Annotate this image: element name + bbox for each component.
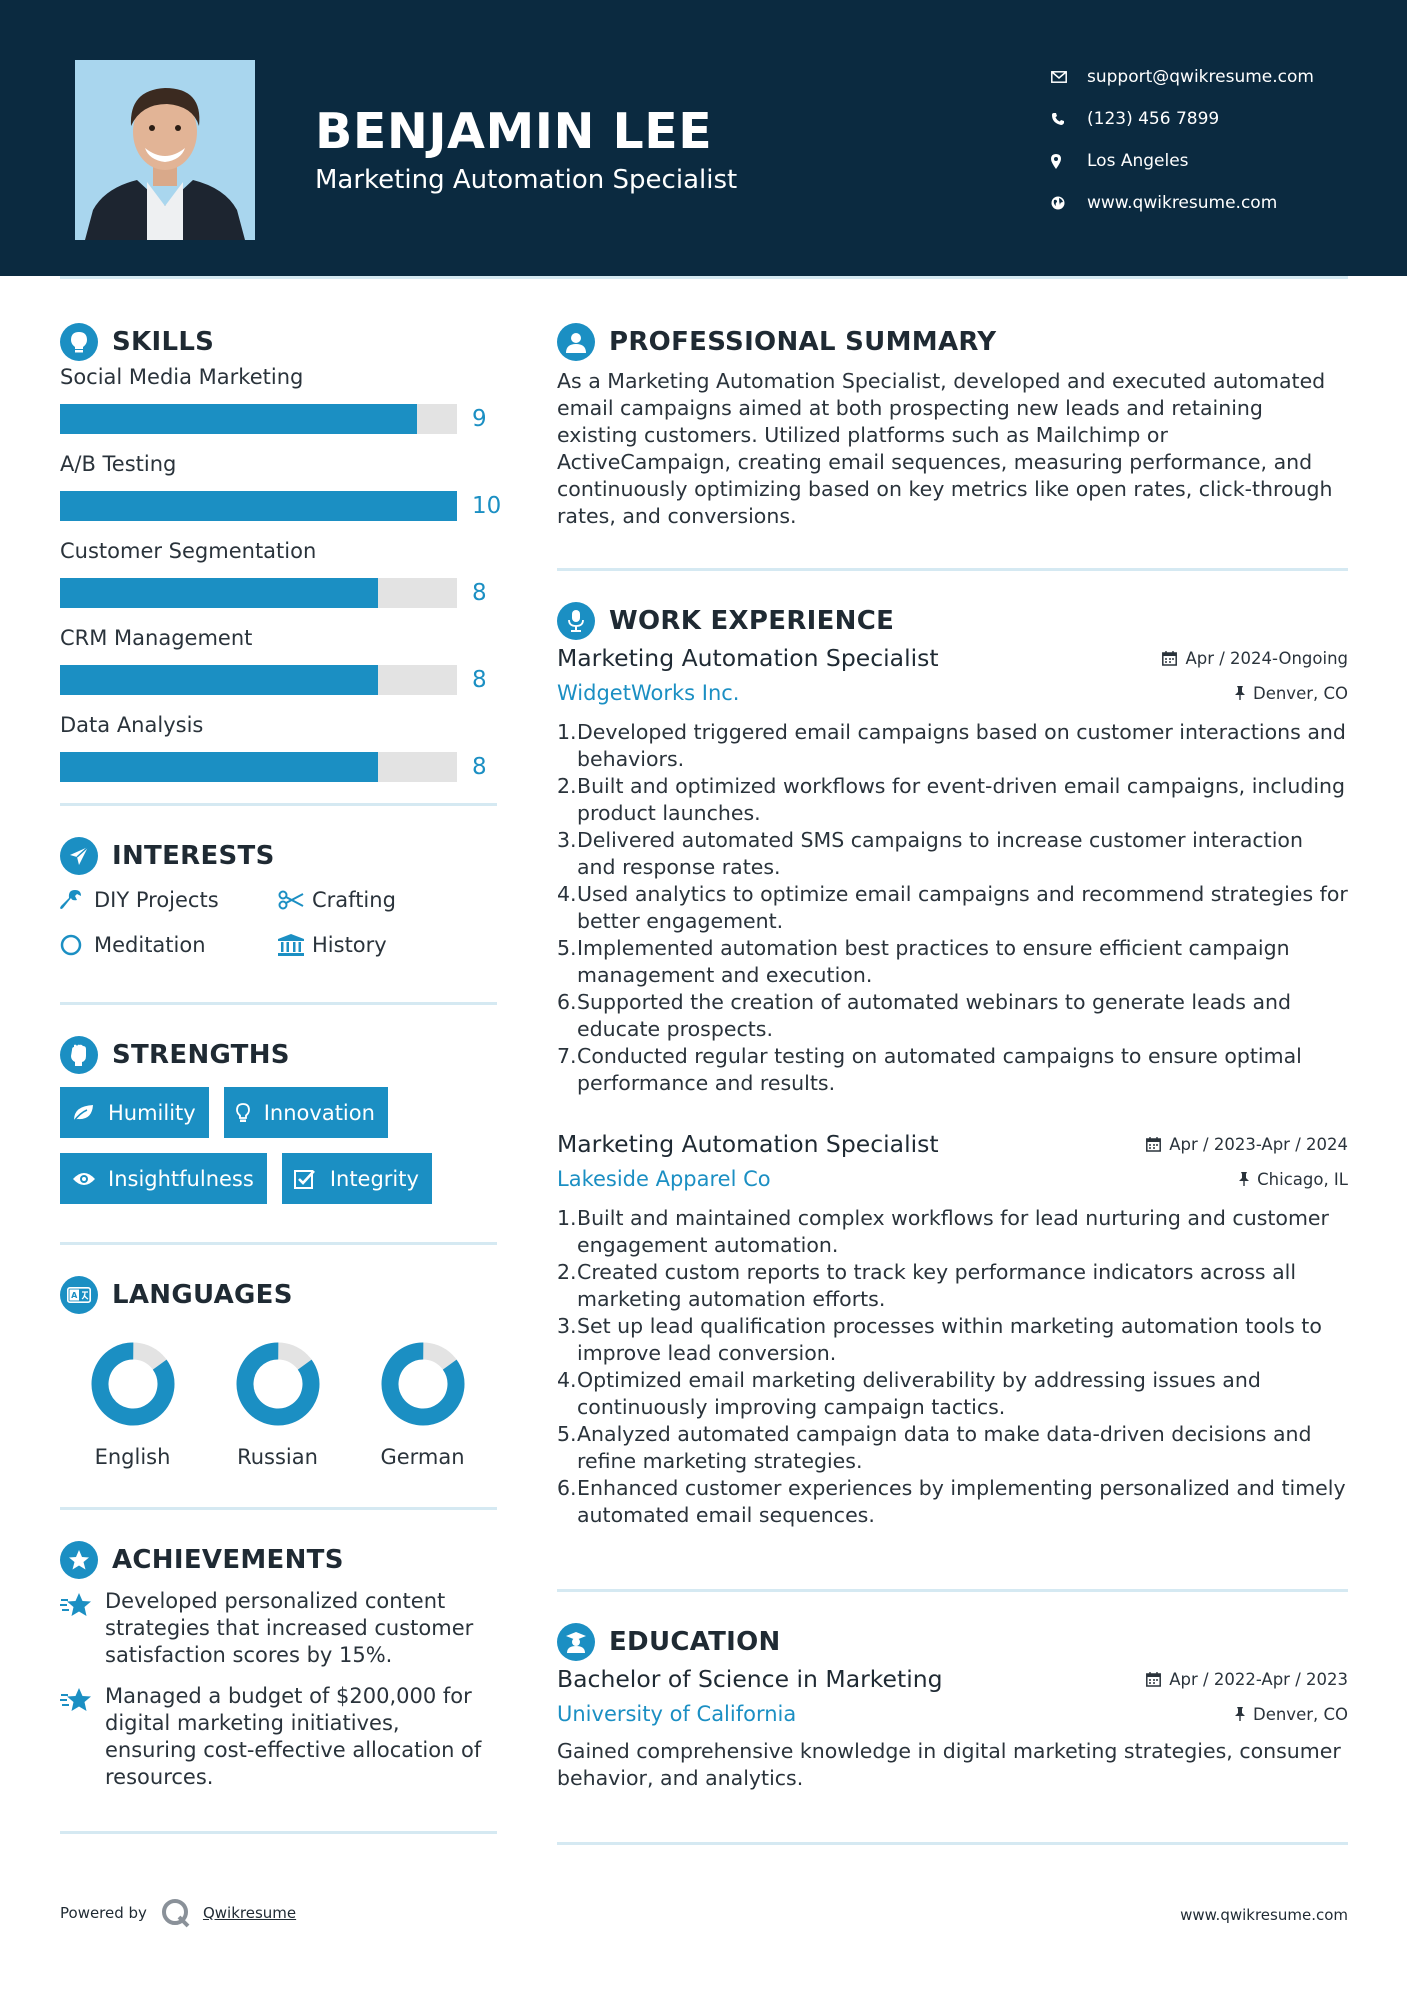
education-header — [557, 1622, 1348, 1662]
interests-title: INTERESTS — [112, 841, 275, 871]
star-badge-icon — [60, 1541, 98, 1579]
summary-title: PROFESSIONAL SUMMARY — [609, 327, 997, 357]
candidate-title: Marketing Automation Specialist — [315, 165, 738, 195]
strengths-title: STRENGTHS — [112, 1040, 290, 1070]
job-date-text: Apr / 2023-Apr / 2024 — [1169, 1135, 1348, 1154]
skill-name: Customer Segmentation — [60, 539, 317, 563]
strengths-list — [60, 1075, 497, 1204]
contact-website[interactable] — [1051, 182, 1314, 224]
language-name: German — [380, 1445, 465, 1469]
education-date — [1146, 1670, 1348, 1689]
job-location-text: Chicago, IL — [1257, 1169, 1348, 1189]
interest-label: DIY Projects — [94, 887, 219, 912]
donut-arc — [235, 1341, 321, 1427]
envelope-icon — [1051, 71, 1087, 83]
summary-header — [557, 322, 1348, 362]
strength-label: Humility — [108, 1100, 196, 1125]
calendar-icon — [1146, 1137, 1161, 1152]
circle-icon — [60, 934, 94, 956]
lightbulb-icon — [236, 1103, 264, 1123]
strength-pill — [224, 1087, 388, 1138]
job-bullet: 5. Implemented automation best practices to ensure efficient campaign management and execution. — [557, 936, 1290, 987]
wrench-icon — [60, 889, 94, 911]
education-school-row — [557, 1700, 1348, 1728]
star-icon — [60, 1683, 105, 1791]
language-donut — [380, 1341, 466, 1427]
education-description: Gained comprehensive knowledge in digital marketing strategies, consumer behavior, and analytics. — [557, 1739, 1341, 1790]
interest-label: Meditation — [94, 932, 206, 957]
section-divider — [557, 1842, 1348, 1845]
section-divider — [60, 1507, 497, 1510]
education-school: University of California — [557, 1702, 797, 1726]
graduate-icon — [557, 1623, 595, 1661]
interest-item — [278, 884, 496, 915]
contact-website-text: www.qwikresume.com — [1087, 193, 1278, 213]
job-bullet: 1. Developed triggered email campaigns based on customer interactions and behaviors. — [557, 720, 1346, 771]
footer-powered-by — [60, 1898, 296, 1928]
skills-list — [60, 356, 502, 791]
contact-phone[interactable] — [1051, 98, 1314, 140]
svg-text:A: A — [71, 1291, 78, 1300]
interest-label: Crafting — [312, 887, 396, 912]
education-title-row — [557, 1664, 1348, 1694]
candidate-name: BENJAMIN LEE — [315, 103, 713, 160]
eye-icon — [72, 1171, 108, 1187]
job-bullet: 7. Conducted regular testing on automated campaigns to ensure optimal performance and results. — [557, 1044, 1302, 1095]
job-role: Marketing Automation Specialist — [557, 644, 939, 672]
section-divider — [60, 1831, 497, 1834]
job-date — [1162, 649, 1348, 668]
section-divider — [557, 1589, 1348, 1592]
donut-arc — [90, 1341, 176, 1427]
phone-icon — [1051, 112, 1087, 126]
contact-phone-text: (123) 456 7899 — [1087, 109, 1220, 129]
education-location-text: Denver, CO — [1252, 1704, 1348, 1724]
skill-bar-track — [60, 404, 457, 434]
achievement-text: Managed a budget of $200,000 for digital marketing initiatives, ensuring cost-effective allocation of resources. — [105, 1684, 482, 1789]
right-column — [557, 322, 1348, 1845]
job-company-row — [557, 1165, 1348, 1193]
contact-location — [1051, 140, 1314, 182]
skill-level: 8 — [472, 754, 487, 780]
footer-website[interactable]: www.qwikresume.com — [1180, 1906, 1348, 1924]
map-pin-icon — [1051, 154, 1087, 169]
language-donut — [90, 1341, 176, 1427]
education-date-text: Apr / 2022-Apr / 2023 — [1169, 1670, 1348, 1689]
job-bullet: 5. Analyzed automated campaign data to make data-driven decisions and refine marketing strategies. — [557, 1422, 1312, 1473]
achievement-text: Developed personalized content strategies that increased customer satisfaction scores by 15%. — [105, 1589, 474, 1667]
languages-header — [60, 1275, 497, 1315]
skill-bar-fill — [60, 578, 378, 608]
globe-icon — [1051, 196, 1087, 210]
strengths-header — [60, 1035, 497, 1075]
skill-bar-fill — [60, 491, 457, 521]
skill-name: Data Analysis — [60, 713, 204, 737]
skill-item — [60, 530, 497, 617]
job-bullet: 6. Enhanced customer experiences by implementing personalized and timely automated email sequences. — [557, 1476, 1346, 1527]
bank-icon — [278, 934, 312, 956]
calendar-icon — [1162, 651, 1177, 666]
strength-pill — [282, 1153, 432, 1204]
skill-item — [60, 356, 497, 443]
strength-label: Insightfulness — [108, 1166, 254, 1191]
header-divider — [60, 276, 1348, 279]
job-bullet: 4. Optimized email marketing deliverability by addressing issues and continuously improving campaign tactics. — [557, 1368, 1261, 1419]
interests-list — [60, 876, 497, 960]
job-bullet: 1. Built and maintained complex workflows for lead nurturing and customer engagement automation. — [557, 1206, 1329, 1257]
section-divider — [60, 1242, 497, 1245]
job-role: Marketing Automation Specialist — [557, 1130, 939, 1158]
qwikresume-logo-icon — [161, 1898, 191, 1928]
experience-header — [557, 601, 1348, 641]
leaf-icon — [72, 1104, 108, 1122]
achievements-title: ACHIEVEMENTS — [112, 1545, 344, 1575]
strength-pill — [60, 1087, 209, 1138]
fist-icon — [60, 1036, 98, 1074]
section-divider — [60, 1002, 497, 1005]
skill-bar-track — [60, 491, 457, 521]
job-company-row — [557, 679, 1348, 707]
interest-label: History — [312, 932, 387, 957]
job-location — [1235, 684, 1348, 703]
education-title: EDUCATION — [609, 1627, 781, 1657]
section-divider — [60, 803, 497, 806]
skill-level: 9 — [472, 406, 487, 432]
skills-title: SKILLS — [112, 327, 215, 357]
section-divider — [557, 568, 1348, 571]
paper-plane-icon — [60, 837, 98, 875]
podium-icon — [557, 602, 595, 640]
job-entry — [557, 643, 1348, 1097]
job-bullet: 3. Delivered automated SMS campaigns to increase customer interaction and response rates. — [557, 828, 1303, 879]
skill-bar-fill — [60, 404, 417, 434]
language-item — [60, 1341, 205, 1469]
skill-name: CRM Management — [60, 626, 253, 650]
languages-title: LANGUAGES — [112, 1280, 293, 1310]
scissors-icon — [278, 890, 312, 910]
contact-email-text: support@qwikresume.com — [1087, 67, 1314, 87]
pushpin-icon — [1239, 1172, 1249, 1186]
pushpin-icon — [1235, 1707, 1245, 1721]
profile-photo — [75, 60, 255, 240]
strength-label: Innovation — [263, 1100, 375, 1125]
left-column — [60, 322, 502, 1834]
job-date — [1146, 1135, 1348, 1154]
language-name: English — [94, 1445, 171, 1469]
qwikresume-link[interactable]: Qwikresume — [202, 1904, 297, 1922]
language-icon — [60, 1276, 98, 1314]
skill-name: Social Media Marketing — [60, 365, 304, 389]
achievements-list — [60, 1588, 497, 1791]
contact-list — [1051, 56, 1314, 224]
skill-item — [60, 617, 497, 704]
job-location-text: Denver, CO — [1252, 683, 1348, 703]
job-company: WidgetWorks Inc. — [557, 681, 740, 705]
skill-bar-track — [60, 578, 457, 608]
languages-list — [60, 1315, 497, 1469]
powered-by-label: Powered by — [60, 1904, 147, 1922]
education-entry — [557, 1664, 1348, 1792]
skill-item — [60, 443, 502, 530]
check-square-icon — [294, 1169, 330, 1189]
interest-item — [60, 929, 278, 960]
job-title-row — [557, 1129, 1348, 1159]
interest-item — [278, 929, 496, 960]
job-date-text: Apr / 2024-Ongoing — [1185, 649, 1348, 668]
language-donut — [235, 1341, 321, 1427]
interest-item — [60, 884, 278, 915]
skill-level: 10 — [472, 493, 502, 519]
user-icon — [557, 323, 595, 361]
job-title-row — [557, 643, 1348, 673]
pushpin-icon — [1235, 686, 1245, 700]
achievements-header — [60, 1540, 497, 1580]
job-bullet: 3. Set up lead qualification processes within marketing automation tools to improve lead conversion. — [557, 1314, 1322, 1365]
contact-email[interactable] — [1051, 56, 1314, 98]
interests-header — [60, 836, 497, 876]
strength-label: Integrity — [329, 1166, 419, 1191]
job-bullet: 4. Used analytics to optimize email campaigns and recommend strategies for better engagement. — [557, 882, 1348, 933]
summary-text: As a Marketing Automation Specialist, developed and executed automated email campaigns aimed at both prospecting new leads and retaining existing customers. Utilized platforms such as Mailchimp or ActiveCampaign, creating email sequences, measuring performance, and continuously optimizing based on key metrics like open rates, click-through rates, and conversions. — [557, 369, 1333, 528]
skill-level: 8 — [472, 580, 487, 606]
achievement-item — [60, 1588, 497, 1669]
skill-bar-track — [60, 752, 457, 782]
skill-level: 8 — [472, 667, 487, 693]
skill-bar-fill — [60, 665, 378, 695]
job-bullets — [557, 719, 1348, 1097]
job-company: Lakeside Apparel Co — [557, 1167, 771, 1191]
skill-name: A/B Testing — [60, 452, 177, 476]
skill-item — [60, 704, 497, 791]
calendar-icon — [1146, 1672, 1161, 1687]
job-bullet: 2. Built and optimized workflows for event-driven email campaigns, including product launches. — [557, 774, 1346, 825]
job-bullet: 6. Supported the creation of automated webinars to generate leads and educate prospects. — [557, 990, 1292, 1041]
job-entry — [557, 1129, 1348, 1529]
experience-title: WORK EXPERIENCE — [609, 606, 895, 636]
star-icon — [60, 1588, 105, 1669]
job-location — [1239, 1170, 1348, 1189]
skill-bar-fill — [60, 752, 378, 782]
skill-bar-track — [60, 665, 457, 695]
language-name: Russian — [237, 1445, 318, 1469]
language-item — [350, 1341, 495, 1469]
job-bullet: 2. Created custom reports to track key performance indicators across all marketing automation efforts. — [557, 1260, 1297, 1311]
strength-pill — [60, 1153, 267, 1204]
education-degree: Bachelor of Science in Marketing — [557, 1665, 943, 1693]
donut-arc — [380, 1341, 466, 1427]
education-location — [1235, 1705, 1348, 1724]
achievement-item — [60, 1683, 497, 1791]
contact-location-text: Los Angeles — [1087, 151, 1189, 171]
job-bullets — [557, 1205, 1348, 1529]
language-item — [205, 1341, 350, 1469]
